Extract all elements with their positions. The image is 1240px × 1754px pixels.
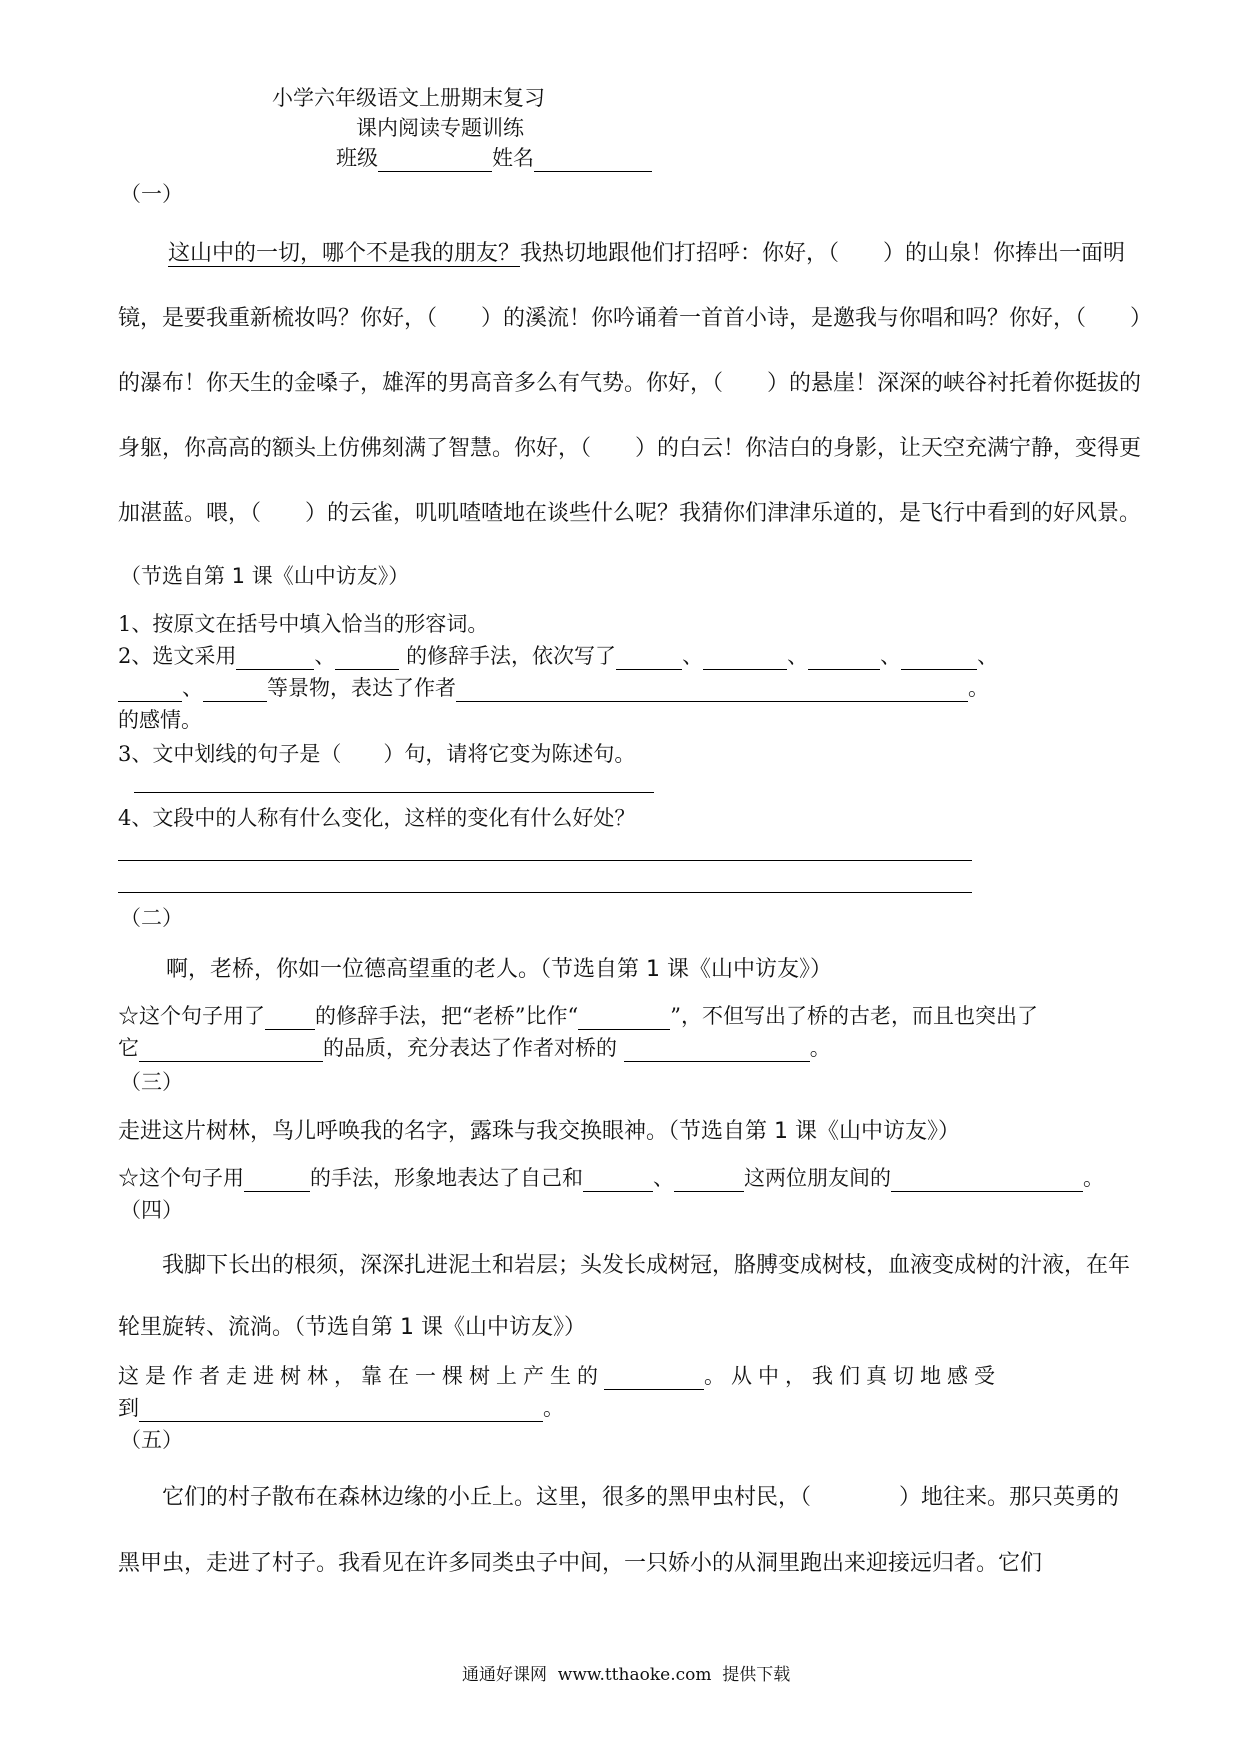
question-1-2-cont [118,672,989,702]
q-text: 的手法，形象地表达了自己和 [310,1166,583,1190]
q-text: ☆这个句子用了 [118,1004,265,1028]
passage-5-line-2: 黑甲虫，走进了村子。我看见在许多同类虫子中间，一只娇小的从洞里跑出来迎接远归者。它们 [118,1551,1043,1576]
q2-sep: 、 [880,644,902,668]
q2-sep: 、 [787,644,809,668]
q2-end: 。 [968,676,989,700]
answer-line [118,860,972,861]
answer-line [118,892,972,893]
q-text: 这两位朋友间的 [744,1166,891,1190]
passage-1-line-1-rest: 我热切地跟他们打招呼：你好，（ ）的山泉！你捧出一面明 [520,241,1126,266]
underlined-sentence: 这山中的一切，哪个不是我的朋友？ [168,241,521,266]
section-3-label: （三） [120,1070,183,1094]
answer-blank [236,647,314,670]
q-text: ☆这个句子用 [118,1166,244,1190]
passage-4-line-1: 我脚下长出的根须，深深扎进泥土和岩层；头发长成树冠，胳膊变成树枝，血液变成树的汁液，在年 [162,1253,1131,1278]
q2-text-b: 的修辞手法，依次写了 [406,644,617,668]
q2-sep: 、 [182,676,203,700]
answer-blank [139,1399,543,1422]
question-2-1-cont [118,1032,831,1062]
answer-blank [335,647,399,670]
answer-line [134,792,654,793]
class-name-row [336,142,652,172]
passage-1-line-4: 身躯，你高高的额头上仿佛刻满了智慧。你好，（ ）的白云！你洁白的身影，让天空充满宁静，变得更 [118,436,1142,461]
section-4-label: （四） [120,1198,183,1222]
passage-2-text: 啊，老桥，你如一位德高望重的老人。（节选自第 1 课《山中访友》） [166,957,832,982]
answer-blank [118,679,182,702]
question-2-1 [118,1000,1038,1030]
answer-blank [265,1007,315,1030]
name-label: 姓名 [492,146,534,170]
question-1-2-tail: 的感情。 [118,708,202,732]
q-text: 它 [118,1036,139,1060]
answer-blank [808,647,880,670]
answer-blank [901,647,977,670]
answer-blank [624,1039,810,1062]
answer-blank [674,1169,744,1192]
question-1-1: 1、按原文在括号中填入恰当的形容词。 [118,612,489,636]
answer-blank [703,647,787,670]
passage-5-line-1: 它们的村子散布在森林边缘的小丘上。这里，很多的黑甲虫村民，（ ）地往来。那只英勇的 [162,1485,1120,1510]
q2-sep: 、 [682,644,704,668]
q-text: 的品质，充分表达了作者对桥的 [323,1036,617,1060]
answer-blank [583,1169,653,1192]
section-5-label: （五） [120,1428,183,1452]
q2-text-c: 等景物，表达了作者 [267,676,456,700]
answer-blank [616,647,682,670]
question-1-3: 3、文中划线的句子是（ ）句，请将它变为陈述句。 [118,742,636,766]
class-blank [378,149,492,172]
q-text: ”，不但写出了桥的古老，而且也突出了 [670,1004,1038,1028]
q-end: 。 [1083,1166,1104,1190]
q-end: 。 [543,1396,564,1420]
question-4-1-cont [118,1392,564,1422]
q-text: 的修辞手法，把“老桥”比作“ [315,1004,579,1028]
q2-sep: 、 [977,644,999,668]
q2-text-a: 2、选文采用 [118,644,237,668]
passage-1-line-1 [168,236,1125,267]
passage-1-line-2: 镜，是要我重新梳妆吗？你好，（ ）的溪流！你吟诵着一首首小诗，是邀我与你唱和吗？你好，（ ） [118,306,1153,331]
passage-4-line-2: 轮里旋转、流淌。（节选自第 1 课《山中访友》） [118,1315,586,1340]
q-text: 到 [118,1396,139,1420]
q2-sep: 、 [314,644,336,668]
name-blank [534,149,652,172]
answer-blank [139,1039,323,1062]
worksheet-subtitle: 课内阅读专题训练 [356,116,524,140]
answer-blank [578,1007,670,1030]
answer-blank [604,1367,704,1390]
q-text: 。从中，我们真切地感受 [704,1364,1001,1388]
passage-1-source: （节选自第 1 课《山中访友》） [120,564,410,588]
worksheet-title: 小学六年级语文上册期末复习 [272,86,545,110]
class-label: 班级 [336,146,378,170]
section-1-label: （一） [120,182,183,206]
answer-blank [891,1169,1083,1192]
q-text: 这是作者走进树林，靠在一棵树上产生的 [118,1364,604,1388]
answer-blank [203,679,267,702]
question-1-2 [118,640,998,670]
answer-blank [456,679,968,702]
section-2-label: （二） [120,906,183,930]
question-3-1 [118,1162,1104,1192]
answer-blank [244,1169,310,1192]
passage-1-line-5: 加湛蓝。喂，（ ）的云雀，叽叽喳喳地在谈些什么呢？我猜你们津津乐道的，是飞行中看到的好风景。 [118,501,1142,526]
q-end: 。 [809,1036,831,1060]
q-sep: 、 [653,1166,674,1190]
footer-credit: 通通好课网 www.tthaoke.com 提供下载 [462,1665,791,1685]
question-1-4: 4、文段中的人称有什么变化，这样的变化有什么好处？ [118,806,636,830]
passage-1-line-3: 的瀑布！你天生的金嗓子，雄浑的男高音多么有气势。你好，（ ）的悬崖！深深的峡谷衬托着你挺拔的 [118,371,1142,396]
passage-3-text: 走进这片树林，鸟儿呼唤我的名字，露珠与我交换眼神。（节选自第 1 课《山中访友》） [118,1119,960,1144]
question-4-1 [118,1360,1001,1390]
